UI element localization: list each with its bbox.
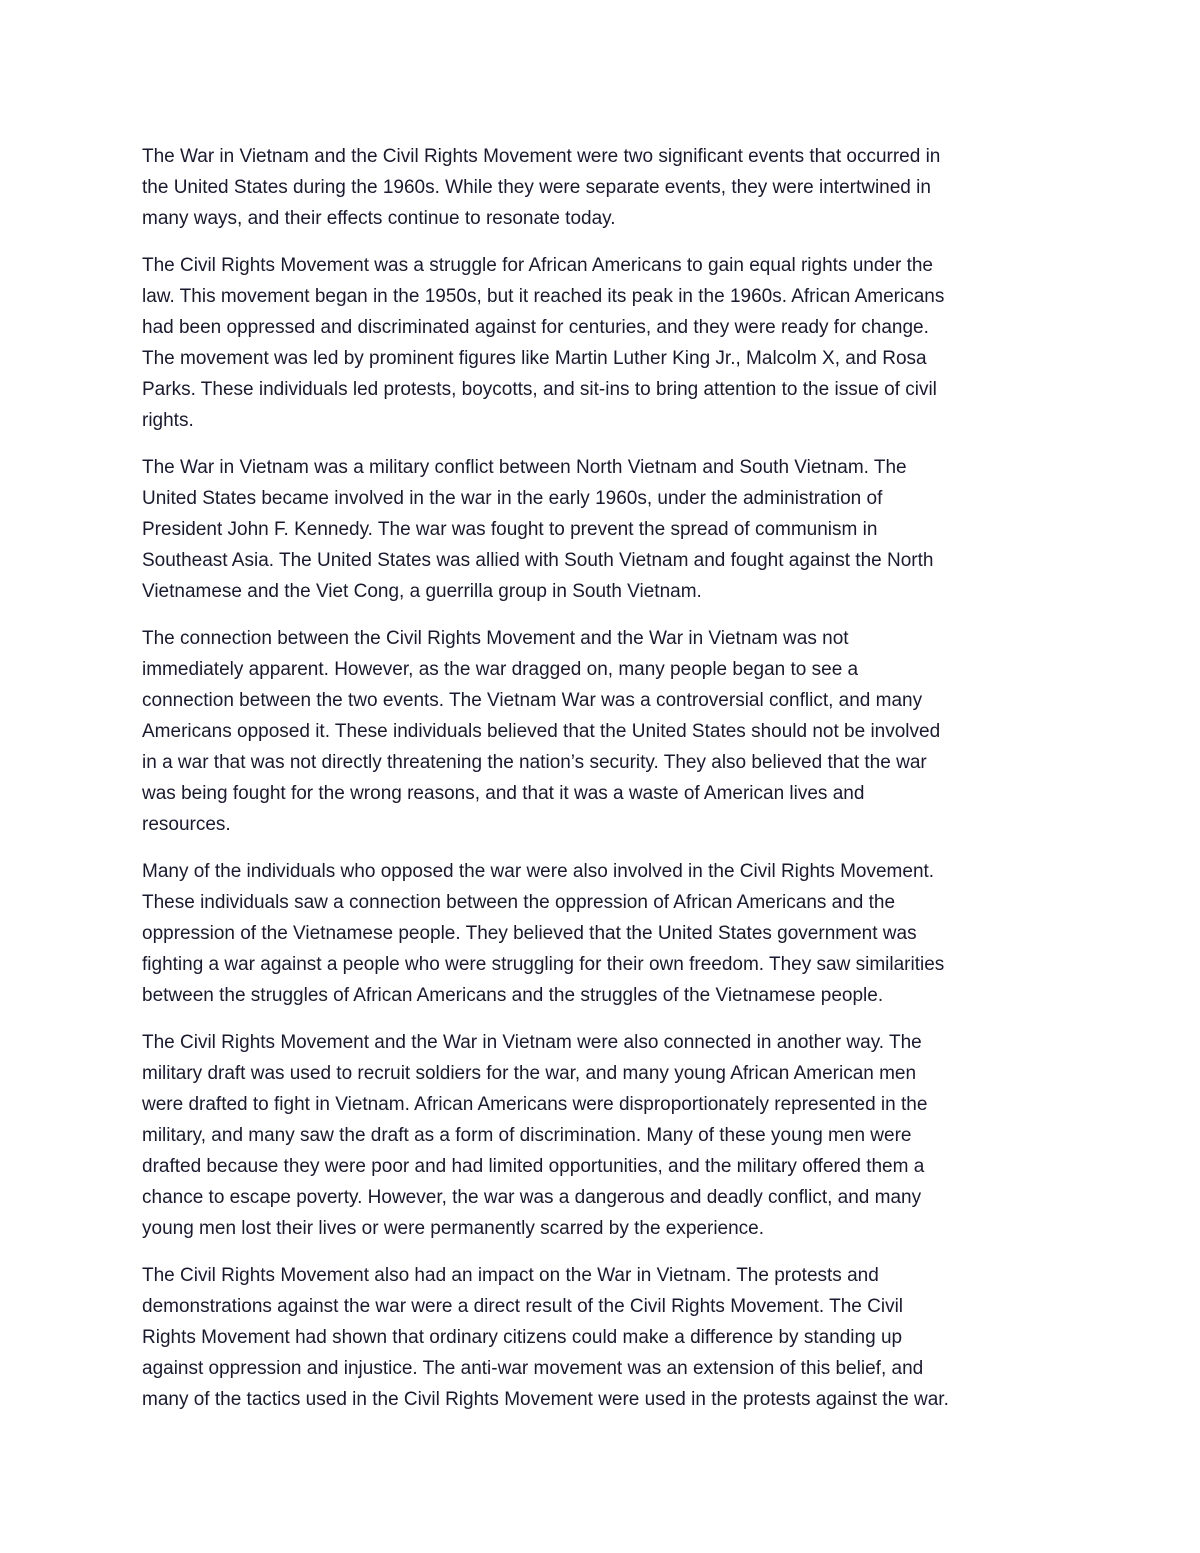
paragraph-6 <box>142 1027 1067 1244</box>
paragraph-line: against oppression and injustice. The anti-war movement was an extension of this belief, and <box>142 1358 924 1379</box>
paragraph-line: many ways, and their effects continue to resonate today. <box>142 208 616 229</box>
document-body <box>142 141 1067 1415</box>
paragraph-line: The Civil Rights Movement was a struggle for African Americans to gain equal rights under the <box>142 255 933 276</box>
paragraph-line: military, and many saw the draft as a form of discrimination. Many of these young men were <box>142 1125 912 1146</box>
paragraph-line: chance to escape poverty. However, the war was a dangerous and deadly conflict, and many <box>142 1187 922 1208</box>
paragraph-line: military draft was used to recruit soldiers for the war, and many young African American men <box>142 1063 917 1084</box>
paragraph-1 <box>142 141 1067 234</box>
paragraph-line: law. This movement began in the 1950s, but it reached its peak in the 1960s. African Americans <box>142 286 945 307</box>
paragraph-line: many of the tactics used in the Civil Rights Movement were used in the protests against the war. <box>142 1389 949 1410</box>
paragraph-line: immediately apparent. However, as the war dragged on, many people began to see a <box>142 659 859 680</box>
paragraph-line: fighting a war against a people who were struggling for their own freedom. They saw similarities <box>142 954 945 975</box>
paragraph-line: in a war that was not directly threatening the nation’s security. They also believed that the war <box>142 752 927 773</box>
paragraph-line: rights. <box>142 410 194 431</box>
paragraph-2 <box>142 250 1067 436</box>
paragraph-line: The War in Vietnam was a military conflict between North Vietnam and South Vietnam. The <box>142 457 907 478</box>
paragraph-line: Rights Movement had shown that ordinary citizens could make a difference by standing up <box>142 1327 903 1348</box>
paragraph-line: was being fought for the wrong reasons, and that it was a waste of American lives and <box>142 783 865 804</box>
paragraph-line: The Civil Rights Movement also had an impact on the War in Vietnam. The protests and <box>142 1265 879 1286</box>
paragraph-line: were drafted to fight in Vietnam. African Americans were disproportionately represented in the <box>142 1094 928 1115</box>
paragraph-line: Vietnamese and the Viet Cong, a guerrilla group in South Vietnam. <box>142 581 702 602</box>
paragraph-line: The Civil Rights Movement and the War in Vietnam were also connected in another way. The <box>142 1032 922 1053</box>
paragraph-line: The connection between the Civil Rights Movement and the War in Vietnam was not <box>142 628 849 649</box>
paragraph-line: oppression of the Vietnamese people. They believed that the United States government was <box>142 923 917 944</box>
paragraph-line: The War in Vietnam and the Civil Rights Movement were two significant events that occurred in <box>142 146 941 167</box>
paragraph-line: The movement was led by prominent figures like Martin Luther King Jr., Malcolm X, and Rosa <box>142 348 927 369</box>
paragraph-line: Americans opposed it. These individuals believed that the United States should not be involved <box>142 721 941 742</box>
paragraph-line: drafted because they were poor and had limited opportunities, and the military offered them a <box>142 1156 925 1177</box>
paragraph-line: had been oppressed and discriminated against for centuries, and they were ready for change. <box>142 317 929 338</box>
paragraph-line: connection between the two events. The Vietnam War was a controversial conflict, and many <box>142 690 923 711</box>
paragraph-line: resources. <box>142 814 231 835</box>
paragraph-line: These individuals saw a connection between the oppression of African Americans and the <box>142 892 896 913</box>
paragraph-line: between the struggles of African Americans and the struggles of the Vietnamese people. <box>142 985 884 1006</box>
paragraph-line: Parks. These individuals led protests, boycotts, and sit-ins to bring attention to the issue of civil <box>142 379 937 400</box>
paragraph-line: President John F. Kennedy. The war was fought to prevent the spread of communism in <box>142 519 878 540</box>
paragraph-line: young men lost their lives or were permanently scarred by the experience. <box>142 1218 765 1239</box>
paragraph-7 <box>142 1260 1067 1415</box>
paragraph-4 <box>142 623 1067 840</box>
paragraph-line: Southeast Asia. The United States was allied with South Vietnam and fought against the North <box>142 550 934 571</box>
paragraph-line: demonstrations against the war were a direct result of the Civil Rights Movement. The Civil <box>142 1296 904 1317</box>
paragraph-5 <box>142 856 1067 1011</box>
paragraph-line: the United States during the 1960s. While they were separate events, they were intertwined in <box>142 177 931 198</box>
paragraph-line: Many of the individuals who opposed the war were also involved in the Civil Rights Movement. <box>142 861 935 882</box>
paragraph-line: United States became involved in the war in the early 1960s, under the administration of <box>142 488 883 509</box>
paragraph-3 <box>142 452 1067 607</box>
